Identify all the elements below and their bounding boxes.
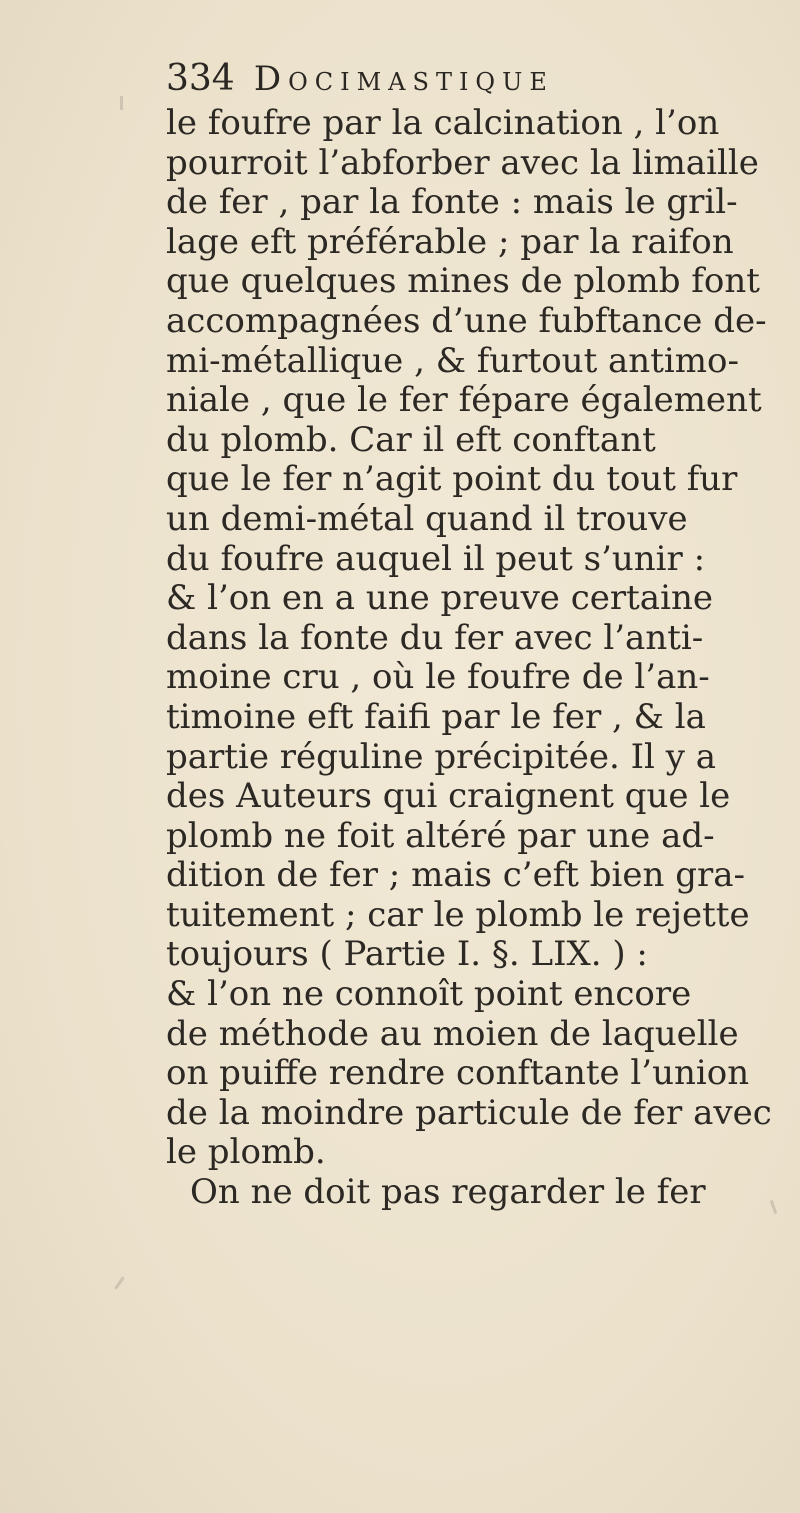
text-line: toujours ( Partie I. §. LIX. ) : xyxy=(166,934,648,975)
text-line: que le fer n’agit point du tout fur xyxy=(166,459,738,500)
text-line: le plomb. xyxy=(166,1132,326,1173)
text-line: plomb ne foit altéré par une ad- xyxy=(166,815,715,856)
text-line: du foufre auquel il peut s’unir : xyxy=(166,538,706,579)
paper-speck xyxy=(120,96,123,110)
body-text xyxy=(166,104,786,1213)
text-line: un demi-métal quand il trouve xyxy=(166,498,688,539)
page-number: 334 xyxy=(166,58,235,99)
text-line: moine cru , où le foufre de l’an- xyxy=(166,657,710,698)
text-line: dans la fonte du fer avec l’anti- xyxy=(166,617,704,658)
text-line: tuitement ; car le plomb le rejette xyxy=(166,894,750,935)
text-line: le foufre par la calcination , l’on xyxy=(166,103,720,143)
text-line: que quelques mines de plomb font xyxy=(166,261,760,302)
text-line: niale , que le fer fépare également xyxy=(166,380,762,421)
text-line: accompagnées d’une fubftance de- xyxy=(166,300,767,341)
text-line: on puiffe rendre conftante l’union xyxy=(166,1053,750,1094)
text-line: mi-métallique , & furtout antimo- xyxy=(166,340,739,381)
text-line: & l’on ne connoît point encore xyxy=(166,974,692,1015)
paper-speck xyxy=(114,1276,124,1289)
text-line: dition de fer ; mais c’eft bien gra- xyxy=(166,855,745,896)
text-line: de méthode au moien de laquelle xyxy=(166,1013,739,1054)
text-line: partie réguline précipitée. Il y a xyxy=(166,736,716,777)
text-line: timoine eft faifi par le fer , & la xyxy=(166,696,706,737)
text-line: pourroit l’abforber avec la limaille xyxy=(166,142,759,183)
text-line: de la moindre particule de fer avec xyxy=(166,1092,772,1133)
text-line: du plomb. Car il eft conftant xyxy=(166,419,656,460)
running-title: Docimastique xyxy=(253,59,554,99)
text-line: & l’on en a une preuve certaine xyxy=(166,578,713,619)
text-line: lage eft préférable ; par la raifon xyxy=(166,221,734,262)
text-line: de fer , par la fonte : mais le gril- xyxy=(166,182,738,223)
text-line: On ne doit pas regarder le fer xyxy=(190,1172,706,1213)
page-header xyxy=(166,58,554,99)
text-line: des Auteurs qui craignent que le xyxy=(166,776,731,817)
